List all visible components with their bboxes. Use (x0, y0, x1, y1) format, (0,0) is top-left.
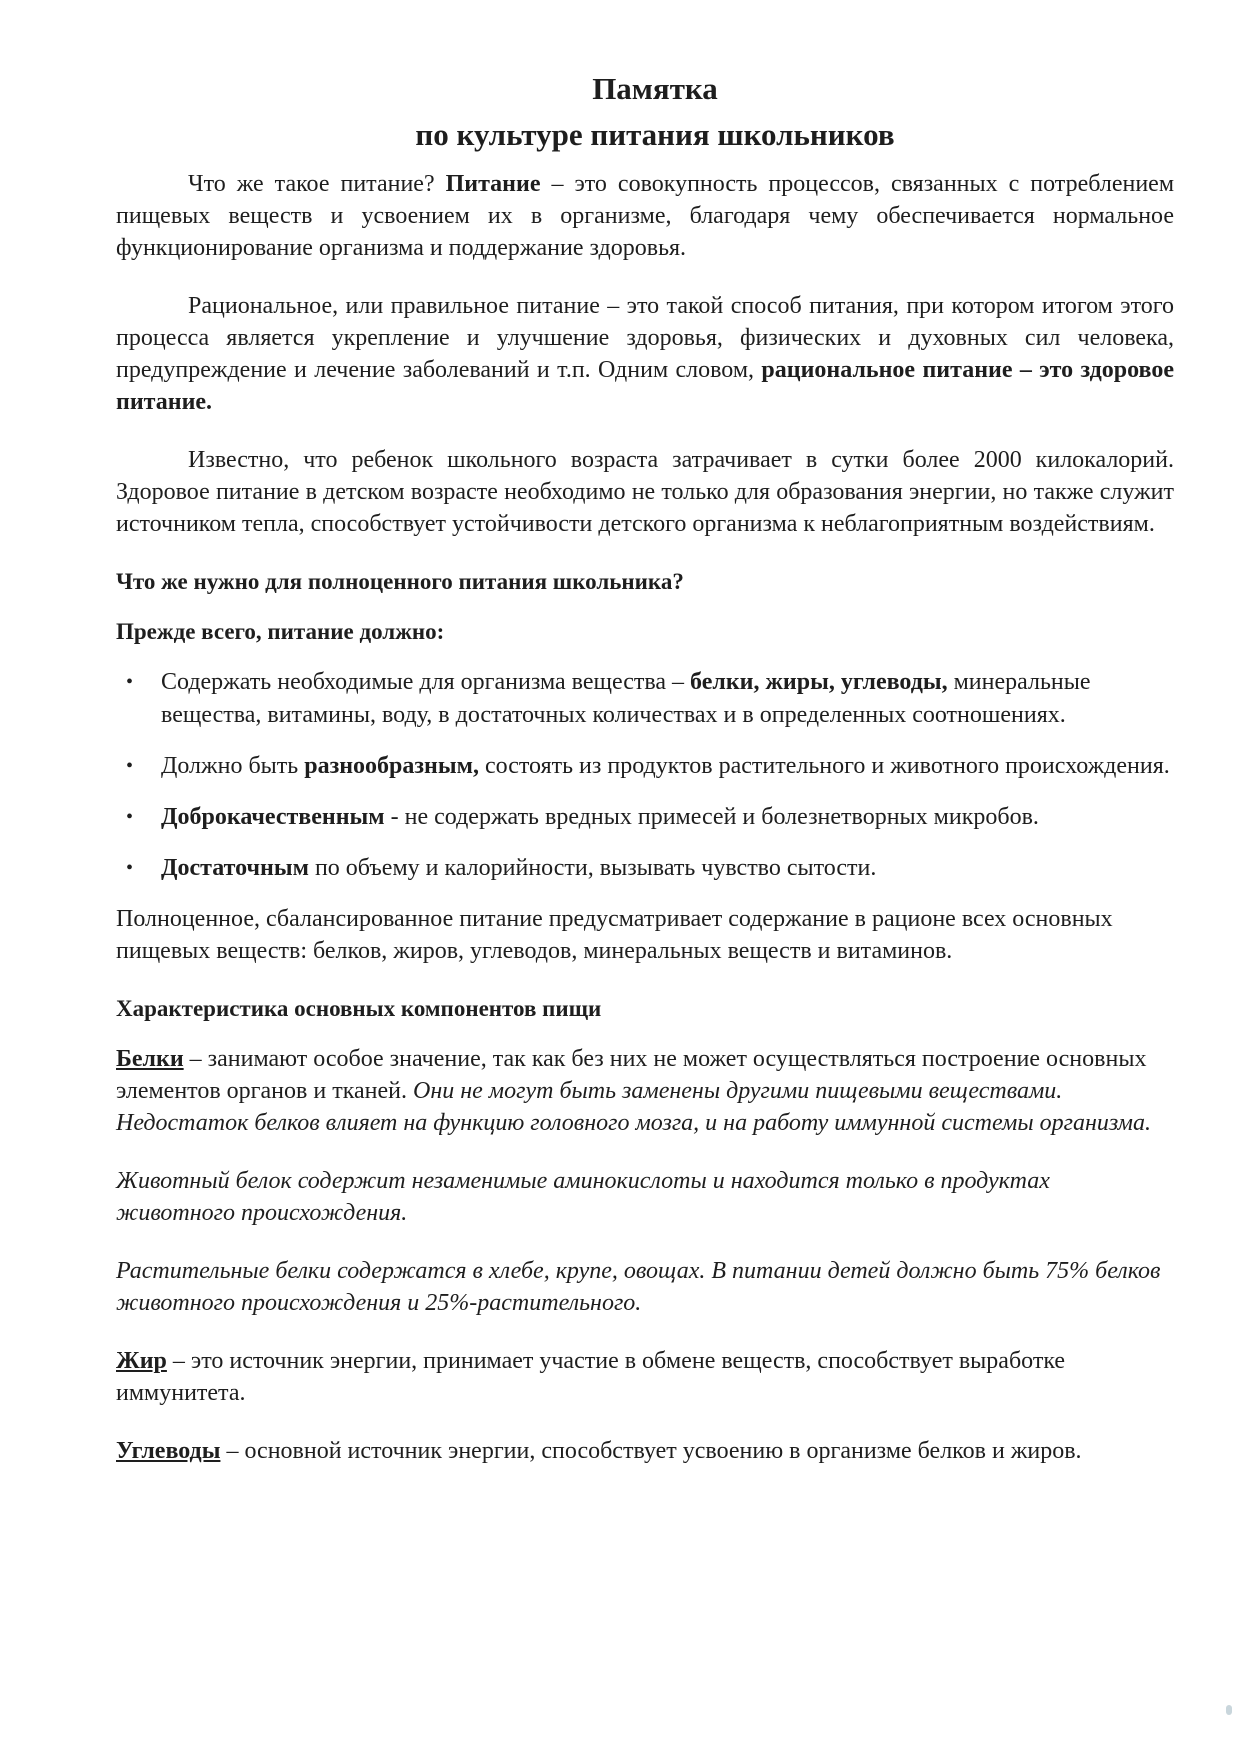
list-item (116, 852, 1174, 885)
requirements-list (116, 666, 1174, 885)
scan-artifact (1226, 1705, 1232, 1715)
paragraph-text: – это источник энергии, принимает участие в обмене веществ, способствует выработке иммунитета. (116, 1348, 1066, 1406)
section-heading-requirements: Прежде всего, питание должно: (116, 619, 445, 644)
paragraph-carbs (116, 1435, 1174, 1467)
italic-text: Животный белок содержит незаменимые аминокислоты и находится только в продуктах животного происхождения. (116, 1168, 1050, 1226)
term-carbs: Углеводы (116, 1438, 221, 1464)
list-item (116, 750, 1174, 783)
italic-text: Они не могут быть заменены другими пищевыми веществами. Недостаток белков влияет на функцию головного мозга, и на работу иммунной системы организма. (116, 1078, 1151, 1136)
section-heading-components: Характеристика основных компонентов пищи (116, 996, 602, 1021)
section-heading-needs: Что же нужно для полноценного питания школьника? (116, 569, 684, 594)
title-line-1: Памятка (592, 71, 718, 106)
bullet-icon: • (126, 806, 134, 828)
paragraph-plant-protein (116, 1255, 1174, 1319)
bullet-icon: • (126, 671, 134, 693)
list-item-text: Содержать необходимые для организма вещества – (161, 669, 691, 695)
paragraph-rational-nutrition (116, 290, 1174, 418)
list-item-text: по объему и калорийности, вызывать чувство сытости. (308, 855, 877, 881)
term-proteins: Белки (116, 1046, 184, 1072)
term-fat: Жир (116, 1348, 167, 1374)
bullet-icon: • (126, 755, 134, 777)
paragraph-definition (116, 168, 1174, 264)
list-item-text: - не содержать вредных примесей и болезнетворных микробов. (384, 804, 1039, 830)
paragraph-animal-protein (116, 1165, 1174, 1229)
paragraph-fat (116, 1345, 1174, 1409)
bold-phrase: рациональное питание – это здоровое питание. (116, 357, 1174, 415)
paragraph-proteins (116, 1043, 1174, 1139)
paragraph-balanced-nutrition: Полноценное, сбалансированное питание предусматривает содержание в рационе всех основных пищевых веществ: белков, жиров, углеводов, минеральных веществ и витаминов. (116, 906, 1113, 964)
paragraph-text: – занимают особое значение, так как без них не может осуществляться построение основных элементов органов и тканей. (116, 1046, 1147, 1104)
list-item-text: минеральные вещества, витамины, воду, в достаточных количествах и в определенных соотношениях. (161, 669, 1091, 728)
paragraph-calories: Известно, что ребенок школьного возраста затрачивает в сутки более 2000 килокалорий. Здоровое питание в детском возрасте необходимо не только для образования энергии, но также служит источником тепла, способствует устойчивости детского организма к неблагоприятным воздействиям. (116, 447, 1174, 537)
title-line-2: по культуре питания школьников (415, 117, 895, 152)
list-item (116, 666, 1174, 732)
paragraph-text: Что же такое питание? (188, 171, 446, 197)
list-item-bold: разнообразным, (304, 753, 479, 779)
bold-term: Питание (445, 171, 541, 197)
paragraph-text: – основной источник энергии, способствует усвоению в организме белков и жиров. (220, 1438, 1082, 1464)
list-item-text: состоять из продуктов растительного и животного происхождения. (478, 753, 1170, 779)
list-item-bold: Достаточным (161, 855, 309, 881)
bullet-icon: • (126, 857, 134, 879)
list-item-text: Должно быть (161, 753, 305, 779)
italic-text: Растительные белки содержатся в хлебе, крупе, овощах. В питании детей должно быть 75% белков животного происхождения и 25%-растительного. (116, 1258, 1161, 1316)
document-title (116, 66, 1174, 158)
list-item-bold: белки, жиры, углеводы, (690, 669, 948, 695)
list-item (116, 801, 1174, 834)
paragraph-text: – это совокупность процессов, связанных с потреблением пищевых веществ и усвоением их в организме, благодаря чему обеспечивается нормальное функционирование организма и поддержание здоровья. (116, 171, 1175, 261)
paragraph-text: Рациональное, или правильное питание – это такой способ питания, при котором итогом этого процесса является укрепление и улучшение здоровья, физических и духовных сил человека, предупреждение и лечение заболеваний и т.п. Одним словом, (116, 293, 1174, 383)
list-item-bold: Доброкачественным (161, 804, 385, 830)
